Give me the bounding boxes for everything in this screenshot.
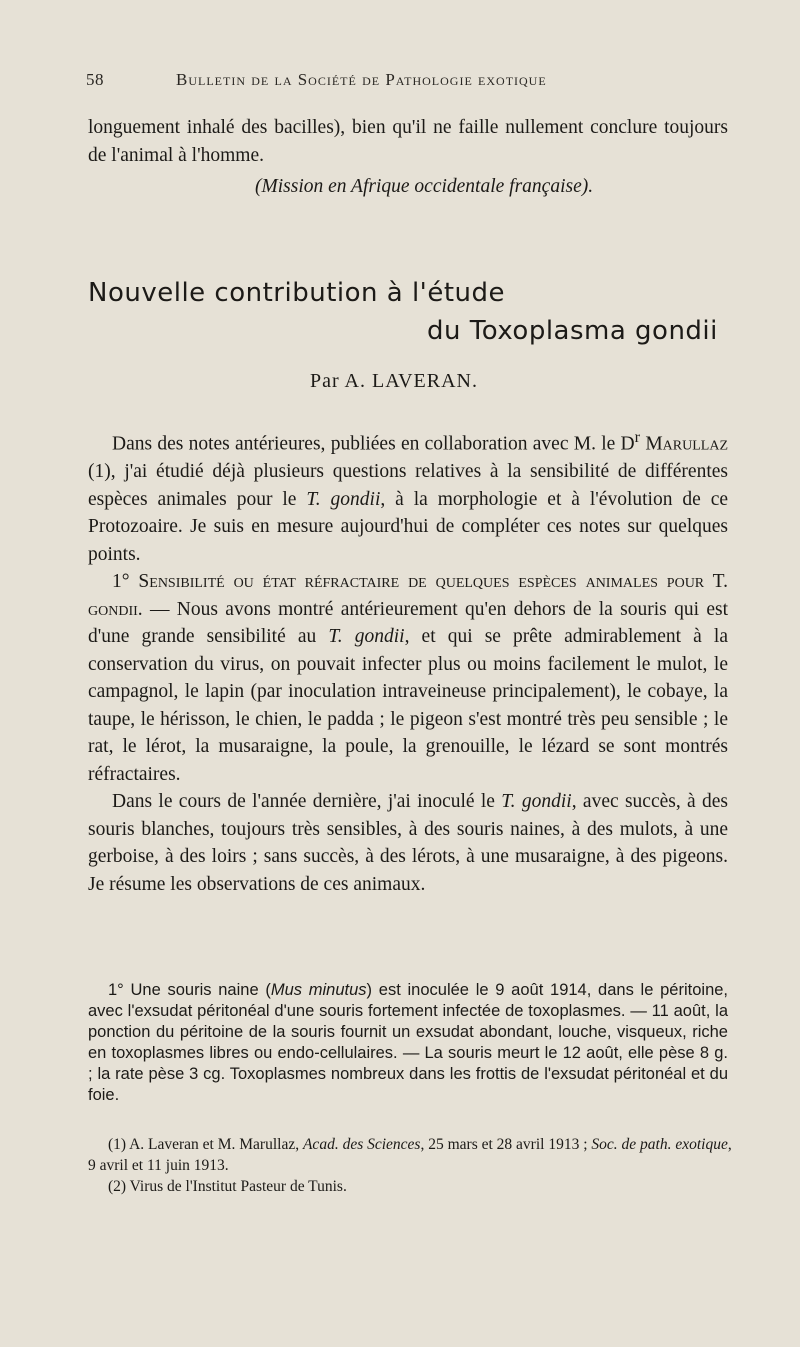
footnotes — [88, 1134, 738, 1197]
observation-note — [88, 980, 728, 1106]
footnote-2: (2) Virus de l'Institut Pasteur de Tunis. — [108, 1178, 347, 1195]
author-name: Marullaz — [645, 433, 728, 455]
article-title-line2: du Toxoplasma gondii — [427, 316, 718, 346]
section-heading: 1° Sensibilité ou état réfractaire de quelques espèces animales pour T. gondii. — [88, 571, 728, 620]
species-name: T. gondii — [328, 626, 405, 647]
article-title-line1: Nouvelle contribution à l'étude — [88, 278, 506, 308]
intro-paragraph — [88, 114, 728, 169]
article-byline: Par A. LAVERAN. — [310, 370, 478, 392]
body-paragraph-1: Dans des notes antérieures, publiées en collaboration avec M. le $D^r$ Marullaz (1), j'ai étudié déjà plusieurs questions relatives à la sensibilité de différentes espèces animales pour le T. gondii, à la morphologie et à l'évolution de ce Protozoaire. Je suis en mesure aujourd'hui de compléter ces notes sur quelques points. — [88, 428, 728, 565]
species-name: T. gondii — [501, 791, 572, 812]
observation-paragraph: 1° Une souris naine (Mus minutus) est inoculée le 9 août 1914, dans le péritoine, avec l'exsudat péritonéal d'une souris fortement infectée de toxoplasmes. — 11 août, la ponction du péritoine de la souris fournit un exsudat abondant, louche, visqueux, riche en toxoplasmes libres ou endo-cellulaires. — La souris meurt le 12 août, elle pèse 8 g. ; la rate pèse 3 cg. Toxoplasmes nombreux dans les frottis de l'exsudat péritonéal et du foie. — [88, 981, 729, 1104]
running-title: Bulletin de la Société de Pathologie exotique — [176, 70, 547, 89]
intro-text: longuement inhalé des bacilles), bien qu'il ne faille nullement conclure toujours de l'animal à l'homme. — [88, 117, 728, 166]
intro-signature: (Mission en Afrique occidentale française). — [255, 176, 594, 197]
body-paragraph-2: 1° Sensibilité ou état réfractaire de quelques espèces animales pour T. gondii. — Nous avons montré antérieurement qu'en dehors de la souris qui est d'une grande sensibilité au T. gondii, et qui se prête admirablement à la conservation du virus, on pouvait infecter plus ou moins facilement le mulot, le campagnol, le lapin (par inoculation intraveineuse principalement), le cobaye, la taupe, le hérisson, le chien, le padda ; le pigeon s'est montré très peu sensible ; le rat, le lérot, la musaraigne, la poule, la grenouille, le lézard se sont montrés réfractaires. — [88, 571, 729, 785]
article-body — [88, 424, 728, 898]
page-number: 58 — [86, 70, 104, 89]
species-name: Mus minutus — [270, 981, 367, 999]
body-paragraph-3: Dans le cours de l'année dernière, j'ai inoculé le T. gondii, avec succès, à des souris blanches, toujours très sensibles, à des souris naines, à des mulots, à une gerboise, à des loirs ; sans succès, à des lérots, à une musaraigne, à des pigeons. Je résume les observations de ces animaux. — [88, 791, 729, 895]
species-name: T. gondii — [306, 488, 381, 510]
footnote-1: (1) A. Laveran et M. Marullaz, Acad. des Sciences, 25 mars et 28 avril 1913 ; Soc. de path. exotique, 9 avril et 11 juin 1913. — [88, 1136, 732, 1174]
